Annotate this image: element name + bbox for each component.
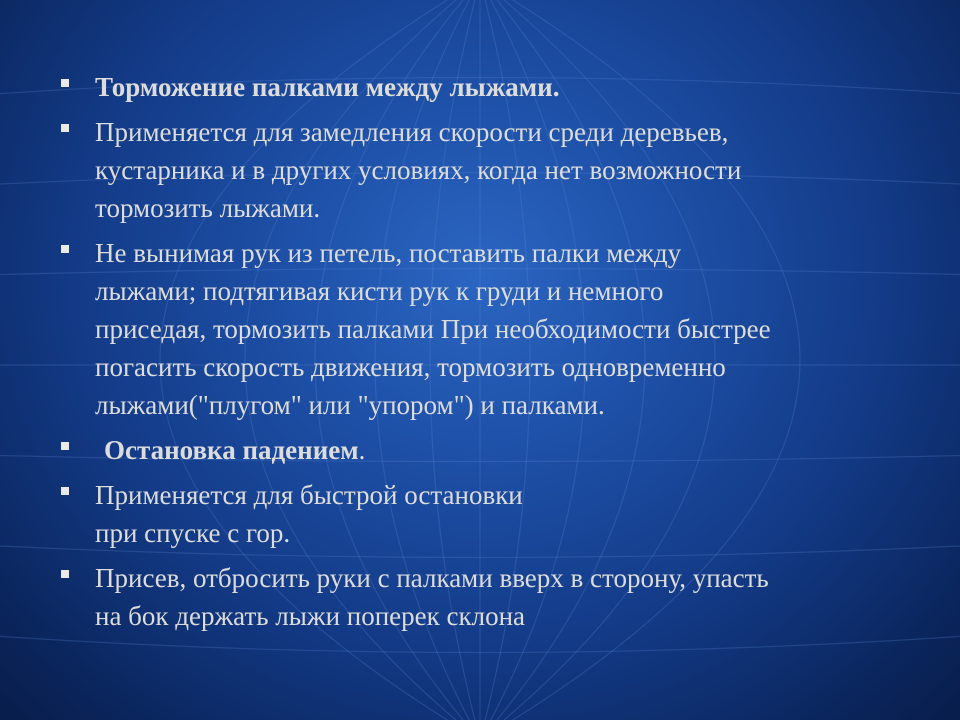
list-item	[58, 476, 918, 552]
list-item	[58, 559, 918, 635]
item-text-suffix: .	[358, 435, 366, 465]
bullet-list	[58, 68, 918, 642]
list-item	[58, 431, 918, 469]
item-text: Присев, отбросить руки с палками вверх в сторону, упасть на бок держать лыжи поперек склона	[95, 563, 769, 631]
list-item	[58, 68, 918, 106]
list-item	[58, 113, 918, 227]
square-bullet-icon	[61, 570, 69, 578]
square-bullet-icon	[61, 245, 69, 253]
square-bullet-icon	[61, 487, 69, 495]
item-text: Торможение палками между лыжами.	[95, 72, 560, 102]
item-text: Не вынимая рук из петель, поставить палки между лыжами; подтягивая кисти рук к груди и немного приседая, тормозить палками При необходимости быстрее погасить скорость движения, тормозить одновременно лыжами("плугом" или "упором") и палками.	[95, 238, 771, 420]
square-bullet-icon	[61, 442, 69, 450]
item-text: Остановка падением	[104, 435, 359, 465]
square-bullet-icon	[61, 79, 69, 87]
item-text: Применяется для быстрой остановки при спуске с гор.	[95, 480, 523, 548]
list-item	[58, 234, 918, 424]
item-text: Применяется для замедления скорости среди деревьев, кустарника и в других условиях, когда нет возможности тормозить лыжами.	[95, 117, 742, 223]
square-bullet-icon	[61, 124, 69, 132]
